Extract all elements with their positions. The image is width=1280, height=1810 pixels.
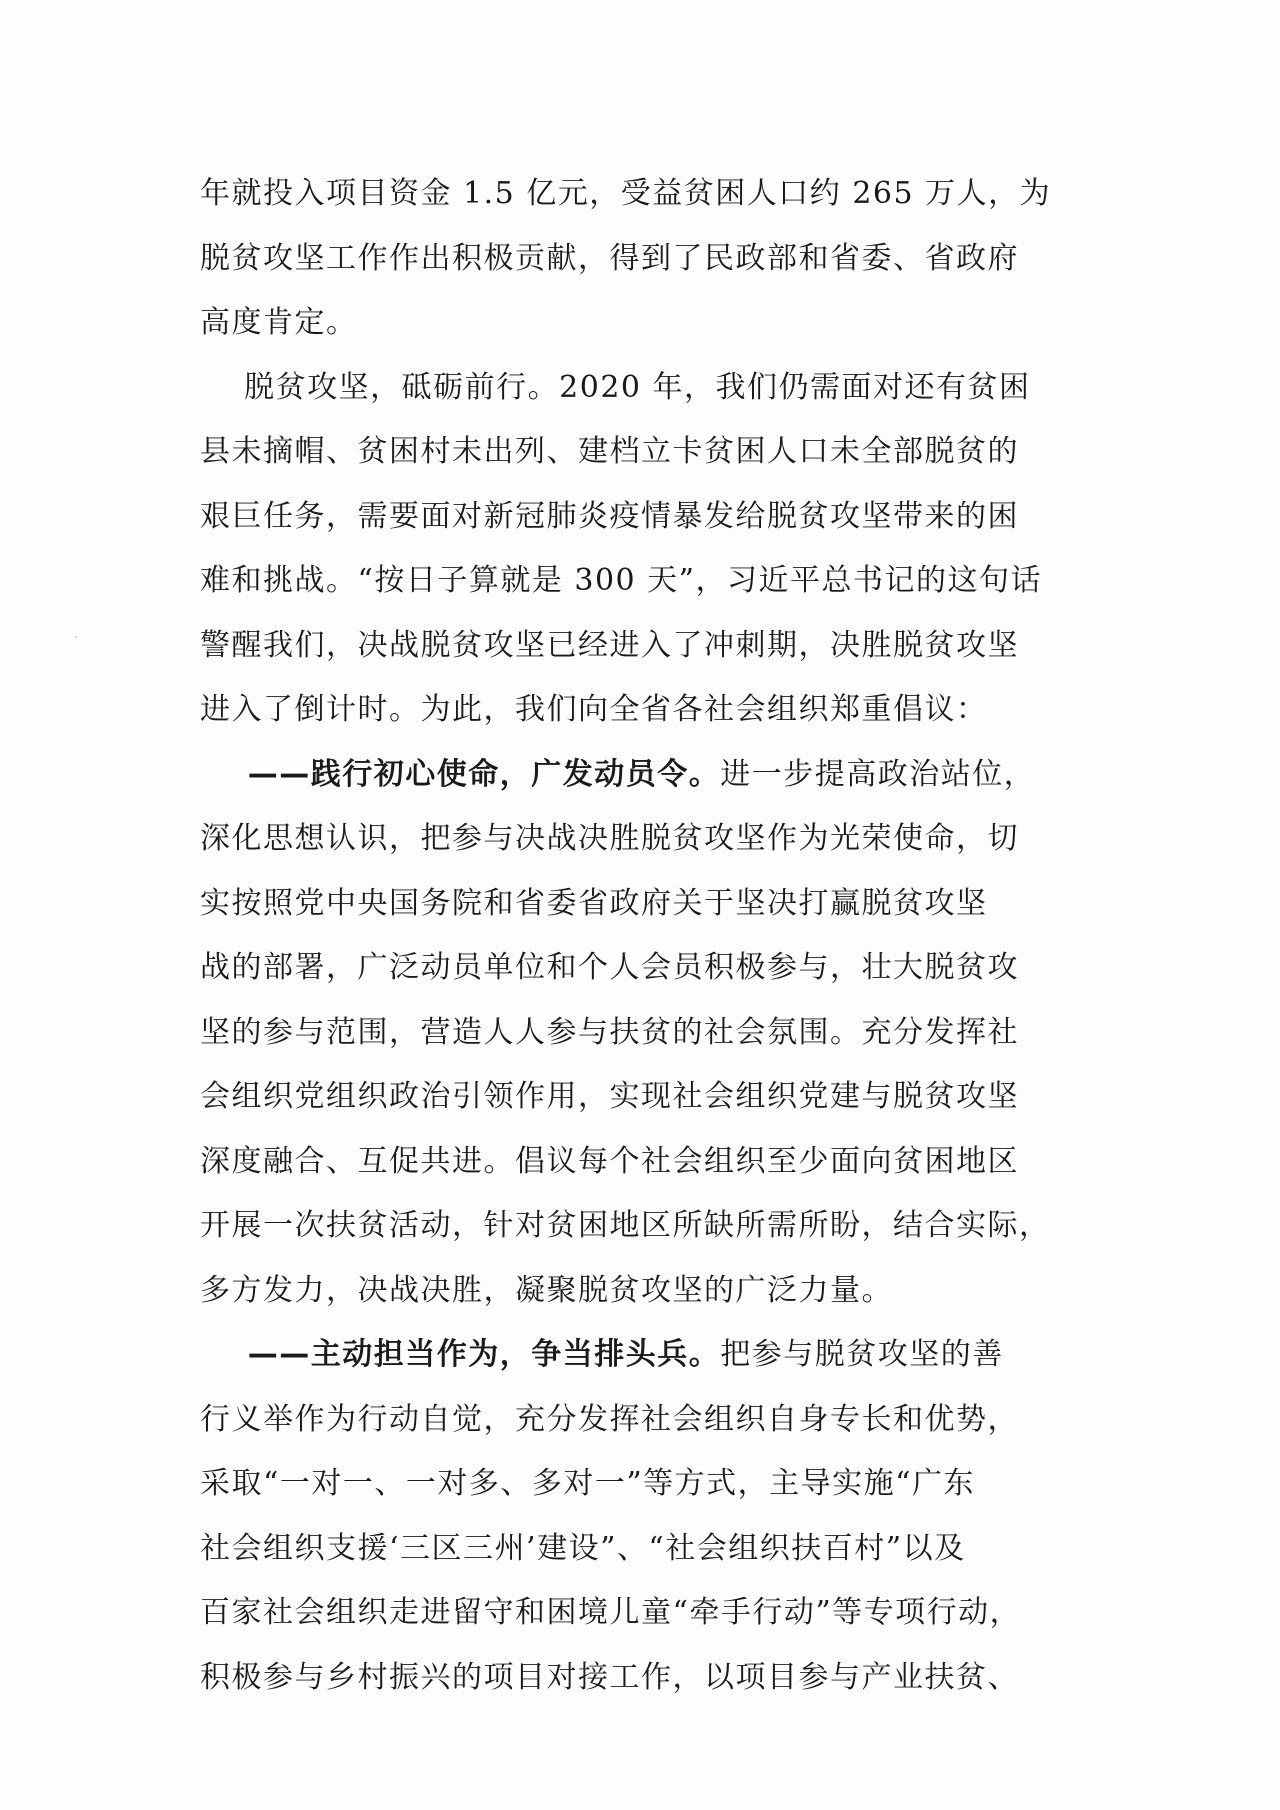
- body-text: [200, 162, 1080, 1710]
- line-text: 艰巨任务，需要面对新冠肺炎疫情暴发给脱贫攻坚带来的困: [200, 498, 1019, 534]
- bold-heading: ——践行初心使命，广发动员令。: [200, 756, 721, 792]
- line-text: 会组织党组织政治引领作用，实现社会组织党建与脱贫攻坚: [200, 1079, 1019, 1114]
- text-line: [200, 1259, 1080, 1324]
- line-text: 行义举作为行动自觉，充分发挥社会组织自身专长和优势，: [200, 1401, 1019, 1437]
- text-line: [200, 420, 1080, 485]
- text-line: [200, 1323, 1080, 1388]
- line-text: 脱贫攻坚工作作出积极贡献，得到了民政部和省委、省政府: [200, 240, 1019, 276]
- line-text: 警醒我们，决战脱贫攻坚已经进入了冲刺期，决胜脱贫攻坚: [200, 627, 1019, 663]
- bold-heading: ——主动担当作为，争当排头兵。: [200, 1337, 721, 1372]
- line-text: 深化思想认识，把参与决战决胜脱贫攻坚作为光荣使命，切: [200, 821, 1019, 856]
- text-line: [200, 162, 1080, 227]
- line-text: 把参与脱贫攻坚的善: [720, 1337, 1004, 1372]
- text-line: [200, 678, 1080, 743]
- text-line: [200, 1517, 1080, 1582]
- text-line: [200, 291, 1080, 356]
- text-line: [200, 1646, 1080, 1711]
- text-line: [200, 1065, 1080, 1130]
- line-text: 开展一次扶贫活动，针对贫困地区所缺所需所盼，结合实际，: [200, 1208, 1051, 1243]
- text-line: [200, 807, 1080, 872]
- text-line: [200, 227, 1080, 292]
- line-text: 积极参与乡村振兴的项目对接工作，以项目参与产业扶贫、: [200, 1659, 1019, 1695]
- text-line: [200, 1001, 1080, 1066]
- line-text: 多方发力，决战决胜，凝聚脱贫攻坚的广泛力量。: [200, 1272, 893, 1308]
- text-line: [200, 1130, 1080, 1195]
- line-text: 进入了倒计时。为此，我们向全省各社会组织郑重倡议：: [200, 692, 988, 727]
- text-line: [200, 872, 1080, 937]
- line-text: 坚的参与范围，营造人人参与扶贫的社会氛围。充分发挥社: [200, 1014, 1019, 1050]
- line-text: 百家社会组织走进留守和困境儿童“牵手行动”等专项行动，: [200, 1595, 1022, 1630]
- line-text: 采取“一对一、一对多、多对一”等方式，主导实施“广东: [200, 1466, 976, 1501]
- line-text: 实按照党中央国务院和省委省政府关于坚决打赢脱贫攻坚: [200, 885, 988, 921]
- text-line: [200, 1388, 1080, 1453]
- line-text: 高度肯定。: [200, 305, 358, 340]
- text-line: [200, 549, 1080, 614]
- text-line: [200, 936, 1080, 1001]
- text-line: [200, 614, 1080, 679]
- line-text: 县未摘帽、贫困村未出列、建档立卡贫困人口未全部脱贫的: [200, 434, 1019, 469]
- text-line: [200, 743, 1080, 808]
- line-text: 年就投入项目资金 1.5 亿元，受益贫困人口约 265 万人，为: [200, 176, 1052, 211]
- line-text: 深度融合、互促共进。倡议每个社会组织至少面向贫困地区: [200, 1143, 1019, 1179]
- line-text: 难和挑战。“按日子算就是 300 天”，习近平总书记的这句话: [200, 563, 1043, 598]
- text-line: [200, 1452, 1080, 1517]
- text-line: [200, 1194, 1080, 1259]
- text-line: [200, 1581, 1080, 1646]
- line-text: 社会组织支援‘三区三州’建设”、“社会组织扶百村”以及: [200, 1530, 966, 1566]
- text-line: [200, 356, 1080, 421]
- text-line: [200, 485, 1080, 550]
- scan-speck: [75, 636, 77, 638]
- line-text: 脱贫攻坚，砥砺前行。2020 年，我们仍需面对还有贫困: [200, 369, 1031, 405]
- line-text: 战的部署，广泛动员单位和个人会员积极参与，壮大脱贫攻: [200, 950, 1019, 985]
- line-text: 进一步提高政治站位，: [720, 756, 1036, 792]
